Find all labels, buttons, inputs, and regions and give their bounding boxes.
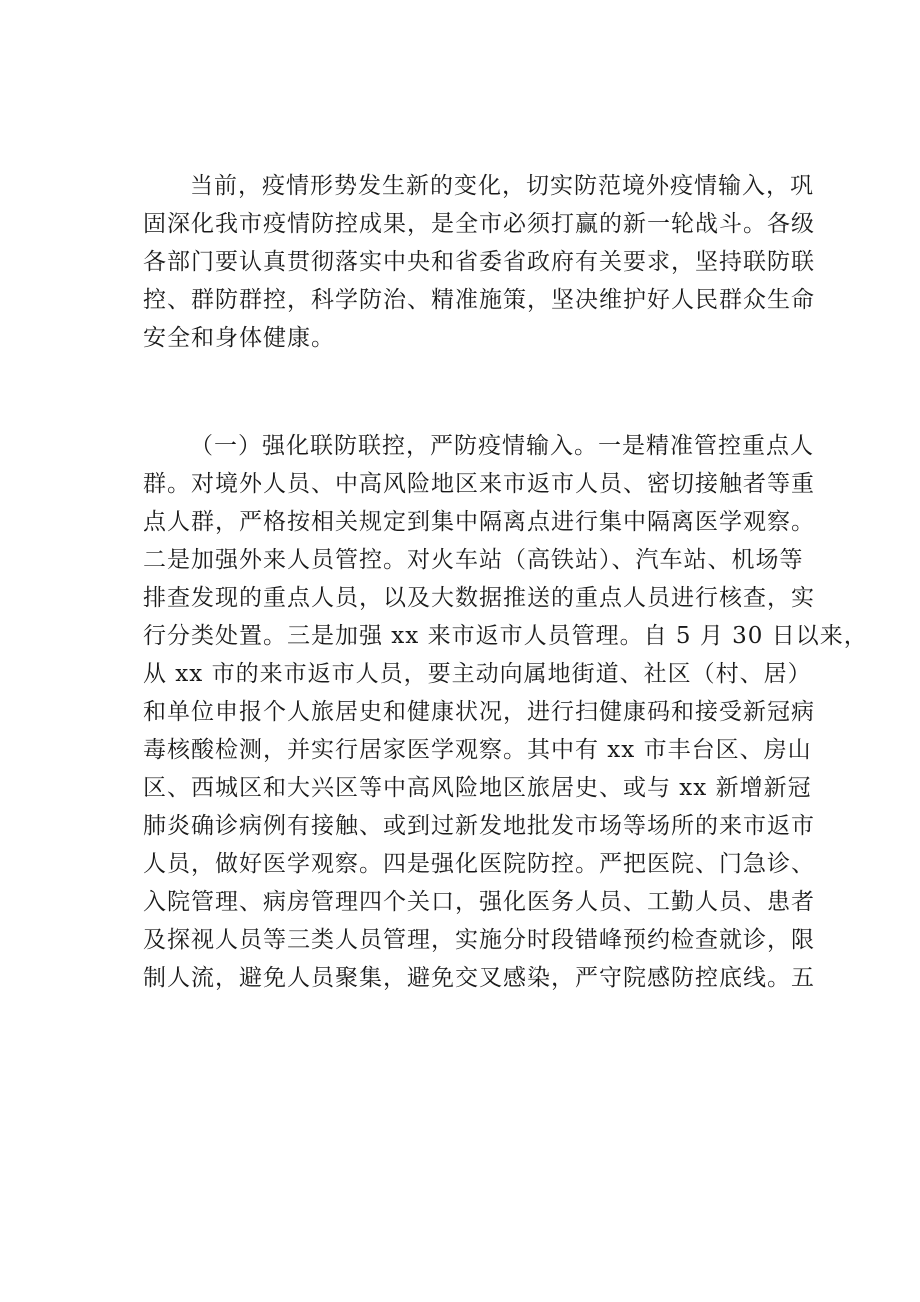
text-line: 入院管理、病房管理四个关口，强化医务人员、工勤人员、患者: [143, 889, 815, 915]
text-line: （一）强化联防联控，严防疫情输入。一是精准管控重点人: [190, 433, 814, 459]
text-line: 人员，做好医学观察。四是强化医院防控。严把医院、门急诊、: [143, 851, 815, 877]
paragraph-intro: [143, 167, 815, 357]
paragraph-section-1: [143, 427, 868, 997]
text-line: 排查发现的重点人员，以及大数据推送的重点人员进行核查，实: [143, 585, 815, 611]
text-line: 毒核酸检测，并实行居家医学观察。其中有 xx 市丰台区、房山: [143, 737, 812, 763]
text-line: 肺炎确诊病例有接触、或到过新发地批发市场等场所的来市返市: [143, 813, 815, 839]
text-line: 各部门要认真贯彻落实中央和省委省政府有关要求，坚持联防联: [143, 249, 815, 275]
text-line: 点人群，严格按相关规定到集中隔离点进行集中隔离医学观察。: [143, 509, 815, 535]
text-line: 群。对境外人员、中高风险地区来市返市人员、密切接触者等重: [143, 471, 815, 497]
text-line: 控、群防群控，科学防治、精准施策，坚决维护好人民群众生命: [143, 287, 815, 313]
text-line: 和单位申报个人旅居史和健康状况，进行扫健康码和接受新冠病: [143, 699, 815, 725]
text-line: 区、西城区和大兴区等中高风险地区旅居史、或与 xx 新增新冠: [143, 775, 812, 801]
text-line: 固深化我市疫情防控成果，是全市必须打赢的新一轮战斗。各级: [143, 211, 815, 237]
text-line: 行分类处置。三是加强 xx 来市返市人员管理。自 5 月 30 日以来，: [143, 623, 868, 649]
text-line: 制人流，避免人员聚集，避免交叉感染，严守院感防控底线。五: [143, 965, 815, 991]
text-line: 从 xx 市的来市返市人员，要主动向属地街道、社区（村、居）: [143, 661, 812, 687]
text-line: 及探视人员等三类人员管理，实施分时段错峰预约检查就诊，限: [143, 927, 815, 953]
text-line: 当前，疫情形势发生新的变化，切实防范境外疫情输入，巩: [190, 173, 814, 199]
text-line: 安全和身体健康。: [143, 325, 335, 351]
text-line: 二是加强外来人员管控。对火车站（高铁站）、汽车站、机场等: [143, 547, 804, 573]
